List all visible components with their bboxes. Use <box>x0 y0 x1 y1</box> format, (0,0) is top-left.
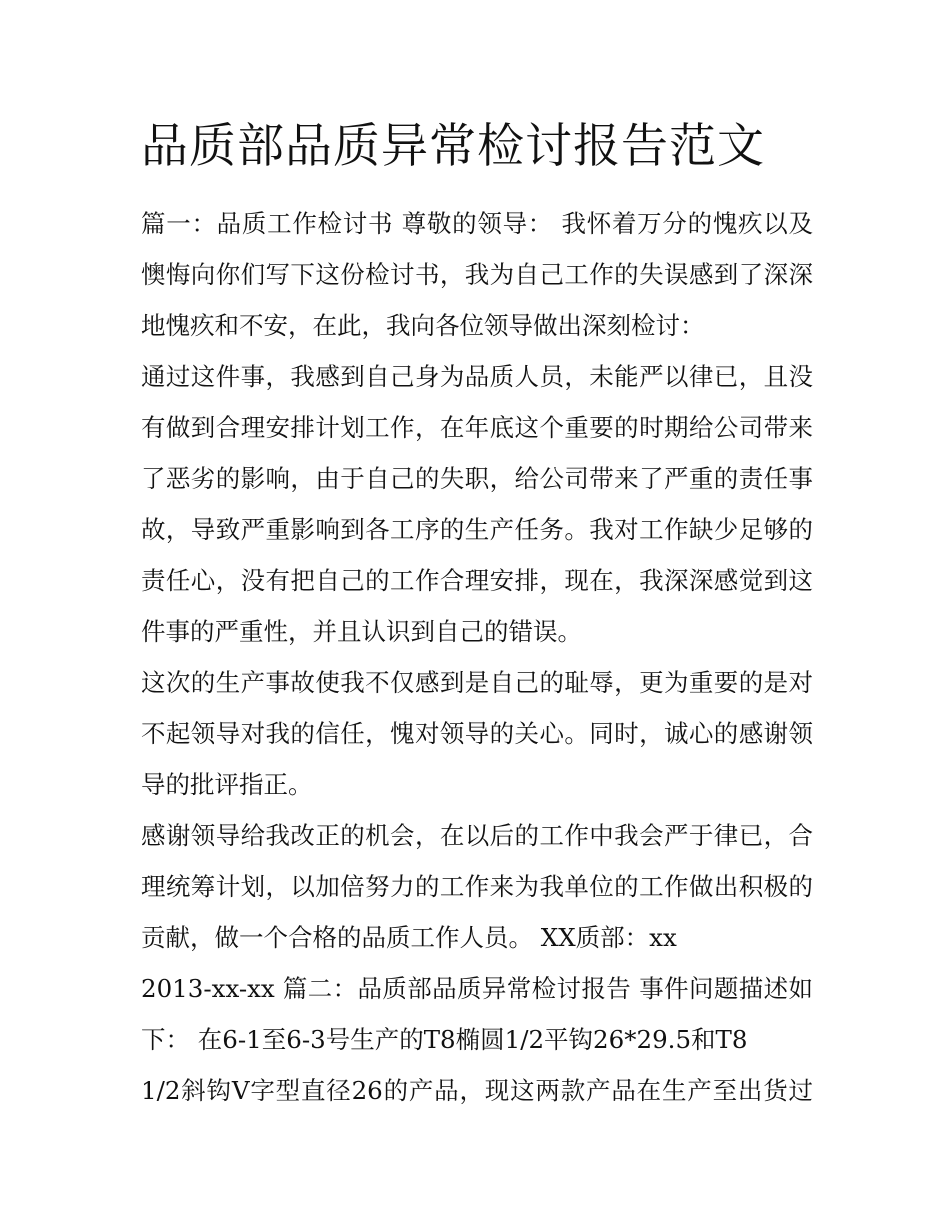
text-line: 故，导致严重影响到各工序的生产任务。我对工作缺少足够的 <box>141 515 813 544</box>
text-line: 导的批评指正。 <box>141 770 313 799</box>
text-line: 件事的严重性，并且认识到自己的错误。 <box>141 617 582 646</box>
text-line: 地愧疚和不安，在此，我向各位领导做出深刻检讨： <box>141 311 705 340</box>
text-line: 通过这件事，我感到自己身为品质人员，未能严以律已，且没 <box>141 362 813 391</box>
text-line: 有做到合理安排计划工作，在年底这个重要的时期给公司带来 <box>141 413 813 442</box>
text-line: 这次的生产事故使我不仅感到是自己的耻辱，更为重要的是对 <box>141 668 813 697</box>
document-title: 品质部品质异常检讨报告范文 <box>141 119 765 174</box>
text-line: 贡献，做一个合格的品质工作人员。 XX质部：xx <box>141 923 677 952</box>
text-line: 了恶劣的影响，由于自己的失职，给公司带来了严重的责任事 <box>141 464 813 493</box>
document-body <box>141 198 813 1116</box>
text-line: 责任心，没有把自己的工作合理安排，现在，我深深感觉到这 <box>141 566 813 595</box>
text-line: 1/2斜钩V字型直径26的产品，现这两款产品在生产至出货过 <box>141 1076 813 1105</box>
text-line: 2013-xx-xx 篇二：品质部品质异常检讨报告 事件问题描述如 <box>141 974 813 1003</box>
text-line: 感谢领导给我改正的机会，在以后的工作中我会严于律已，合 <box>141 821 813 850</box>
text-line: 不起领导对我的信任，愧对领导的关心。同时，诚心的感谢领 <box>141 719 813 748</box>
text-line: 理统筹计划，以加倍努力的工作来为我单位的工作做出积极的 <box>141 872 813 901</box>
text-line: 下： 在6-1至6-3号生产的T8椭圆1/2平钩26*29.5和T8 <box>141 1025 748 1054</box>
text-line: 懊悔向你们写下这份检讨书，我为自己工作的失误感到了深深 <box>141 260 813 289</box>
text-line: 篇一：品质工作检讨书 尊敬的领导： 我怀着万分的愧疚以及 <box>141 209 813 238</box>
